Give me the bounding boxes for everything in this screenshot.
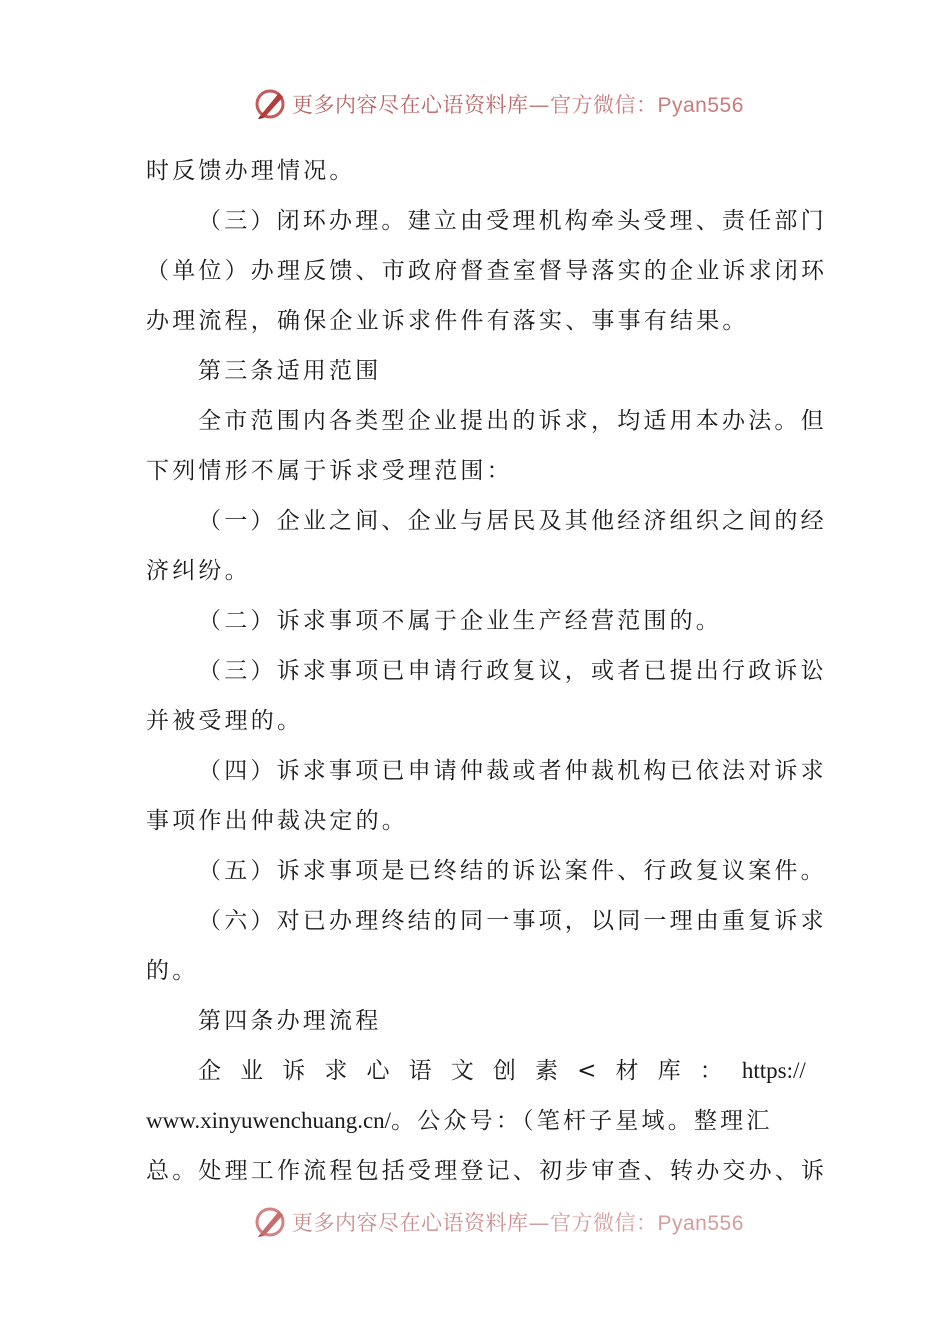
paragraph-line: （二）诉求事项不属于企业生产经营范围的。 [198,608,722,634]
justified-char: 库 [657,1058,681,1084]
justified-char: 语 [408,1058,432,1084]
paragraph-line: 事项作出仲裁决定的。 [146,808,408,834]
justified-char: < [577,1058,597,1084]
justified-char: 创 [492,1058,516,1084]
paragraph-line: （四）诉求事项已申请仲裁或者仲裁机构已依法对诉求 [198,758,827,784]
header-watermark [252,86,744,122]
paragraph-line: （三）闭环办理。建立由受理机构牵头受理、责任部门 [198,208,827,234]
paragraph-line: 并被受理的。 [146,708,304,734]
pen-logo-icon [252,1204,288,1240]
url-line-rest: 。公众号：（笔杆子星域。整理汇 [391,1108,773,1134]
paragraph-line: 时反馈办理情况。 [146,158,356,184]
paragraph-line: 办理流程，确保企业诉求件件有落实、事事有结果。 [146,308,749,334]
justified-char: 诉 [282,1058,306,1084]
paragraph-line: 下列情形不属于诉求受理范围： [146,458,513,484]
url-line [146,1096,806,1146]
justified-char: 心 [366,1058,390,1084]
justified-char: ： [699,1058,723,1084]
justified-char: 材 [615,1058,639,1084]
document-body [146,146,828,1196]
paragraph-line: （六）对已办理终结的同一事项，以同一理由重复诉求 [198,908,827,934]
paragraph-line: （单位）办理反馈、市政府督查室督导落实的企业诉求闭环 [146,258,828,284]
paragraph-line: （一）企业之间、企业与居民及其他经济组织之间的经 [198,508,827,534]
paragraph-line: （三）诉求事项已申请行政复议，或者已提出行政诉讼 [198,658,827,684]
url-prefix: https:// [741,1058,806,1083]
justified-line [146,1046,806,1096]
watermark-text: 更多内容尽在心语资料库—官方微信：Pyan556 [292,1211,744,1235]
justified-char: 素 [535,1058,558,1084]
paragraph-line: 全市范围内各类型企业提出的诉求，均适用本办法。但 [198,408,827,434]
justified-char: 文 [450,1058,474,1084]
pen-logo-icon [252,86,288,122]
justified-char: 业 [240,1058,264,1084]
paragraph-line: 的。 [146,958,199,984]
paragraph-line: （五）诉求事项是已终结的诉讼案件、行政复议案件。 [198,858,827,884]
section-heading: 第三条适用范围 [198,358,382,384]
paragraph-line: 济纠纷。 [146,558,251,584]
website-url: www.xinyuwenchuang.cn/ [146,1108,392,1133]
justified-char: 企 [198,1058,221,1084]
watermark-text: 更多内容尽在心语资料库—官方微信：Pyan556 [292,93,744,117]
section-heading: 第四条办理流程 [198,1008,382,1034]
justified-char: 求 [324,1058,348,1084]
paragraph-line: 总。处理工作流程包括受理登记、初步审查、转办交办、诉 [146,1158,828,1184]
footer-watermark [252,1204,744,1240]
